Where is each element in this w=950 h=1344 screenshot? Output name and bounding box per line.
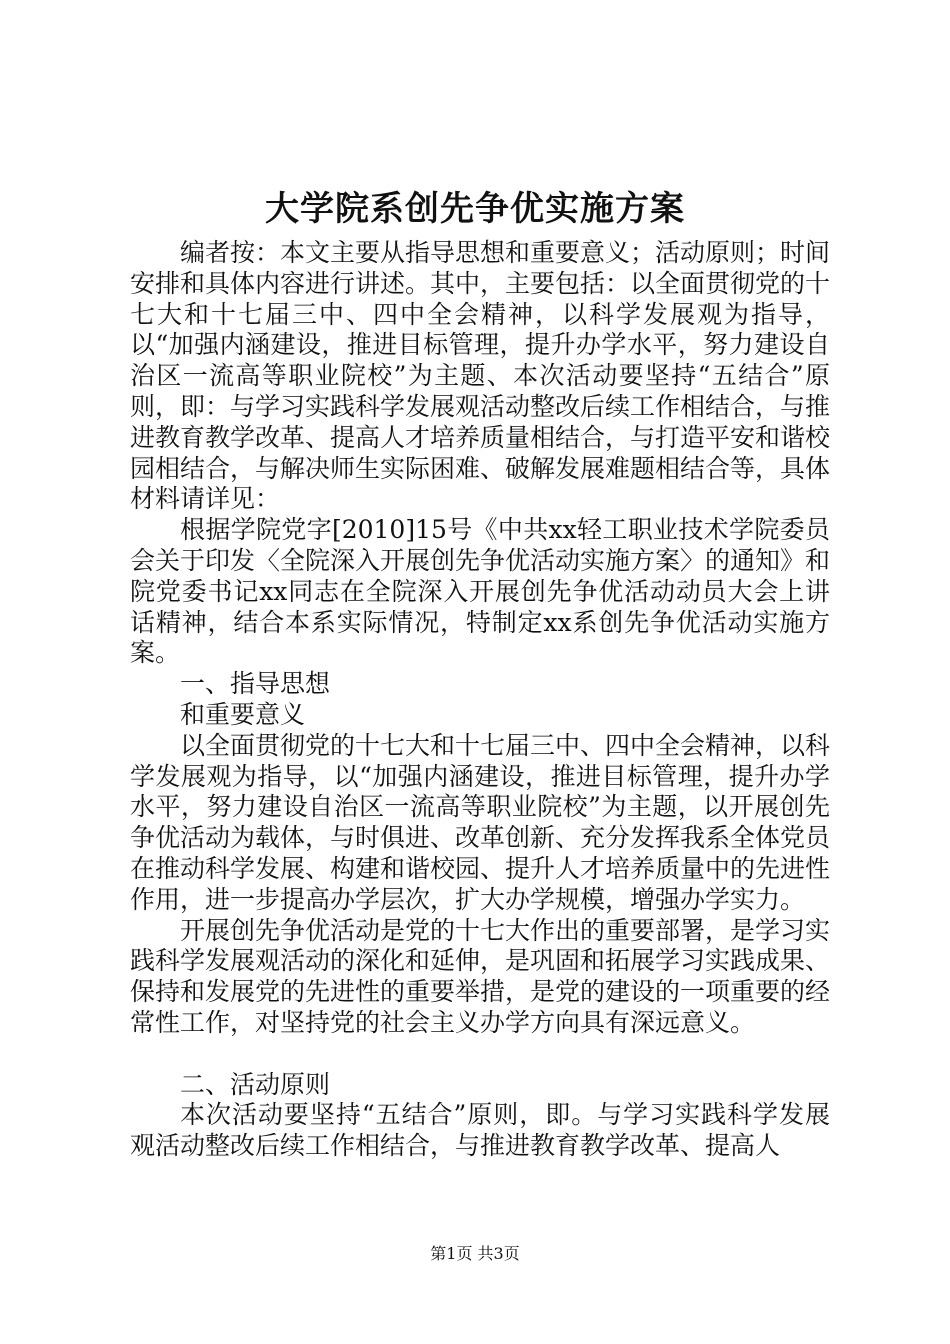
basis-paragraph: 根据学院党字[2010]15号《中共xx轻工职业技术学院委员会关于印发〈全院深入开展创先争优活动实施方案〉的通知》和院党委书记xx同志在全院深入开展创先争优活动动员大会上讲话精神，结合本系实际情况，特制定xx系创先争优活动实施方案。 — [130, 515, 831, 668]
editor-note-paragraph: 编者按：本文主要从指导思想和重要意义；活动原则；时间安排和具体内容进行讲述。其中，主要包括：以全面贯彻党的十七大和十七届三中、四中全会精神，以科学发展观为指导，以“加强内涵建设，推进目标管理，提升办学水平，努力建设自治区一流高等职业院校”为主题、本次活动要坚持“五结合”原则，即：与学习实践科学发展观活动整改后续工作相结合，与推进教育教学改革、提高人才培养质量相结合，与打造平安和谐校园相结合，与解决师生实际困难、破解发展难题相结合等，具体材料请详见： — [130, 238, 831, 514]
section-heading-significance: 和重要意义 — [180, 699, 306, 729]
guiding-ideology-paragraph: 以全面贯彻党的十七大和十七届三中、四中全会精神，以科学发展观为指导，以“加强内涵建设，推进目标管理，提升办学水平，努力建设自治区一流高等职业院校”为主题，以开展创先争优活动为载体，与时俱进、改革创新、充分发挥我系全体党员在推动科学发展、构建和谐校园、提升人才培养质量中的先进性作用，进一步提高办学层次，扩大办学规模，增强办学实力。 — [130, 730, 831, 914]
significance-paragraph: 开展创先争优活动是党的十七大作出的重要部署，是学习实践科学发展观活动的深化和延伸，是巩固和拓展学习实践成果、保持和发展党的先进性的重要举措，是党的建设的一项重要的经常性工作，对坚持党的社会主义办学方向具有深远意义。 — [130, 915, 831, 1037]
section-heading-principles: 二、活动原则 — [180, 1069, 331, 1099]
principles-paragraph: 本次活动要坚持“五结合”原则，即。与学习实践科学发展观活动整改后续工作相结合，与推进教育教学改革、提高人 — [130, 1100, 830, 1161]
paragraph-spacer — [130, 1039, 830, 1070]
section-heading-guiding-ideology: 一、指导思想 — [180, 669, 331, 699]
page-footer: 第1页 共3页 — [430, 1244, 520, 1263]
document-title: 大学院系创先争优实施方案 — [265, 189, 685, 229]
document-body — [130, 238, 830, 1162]
